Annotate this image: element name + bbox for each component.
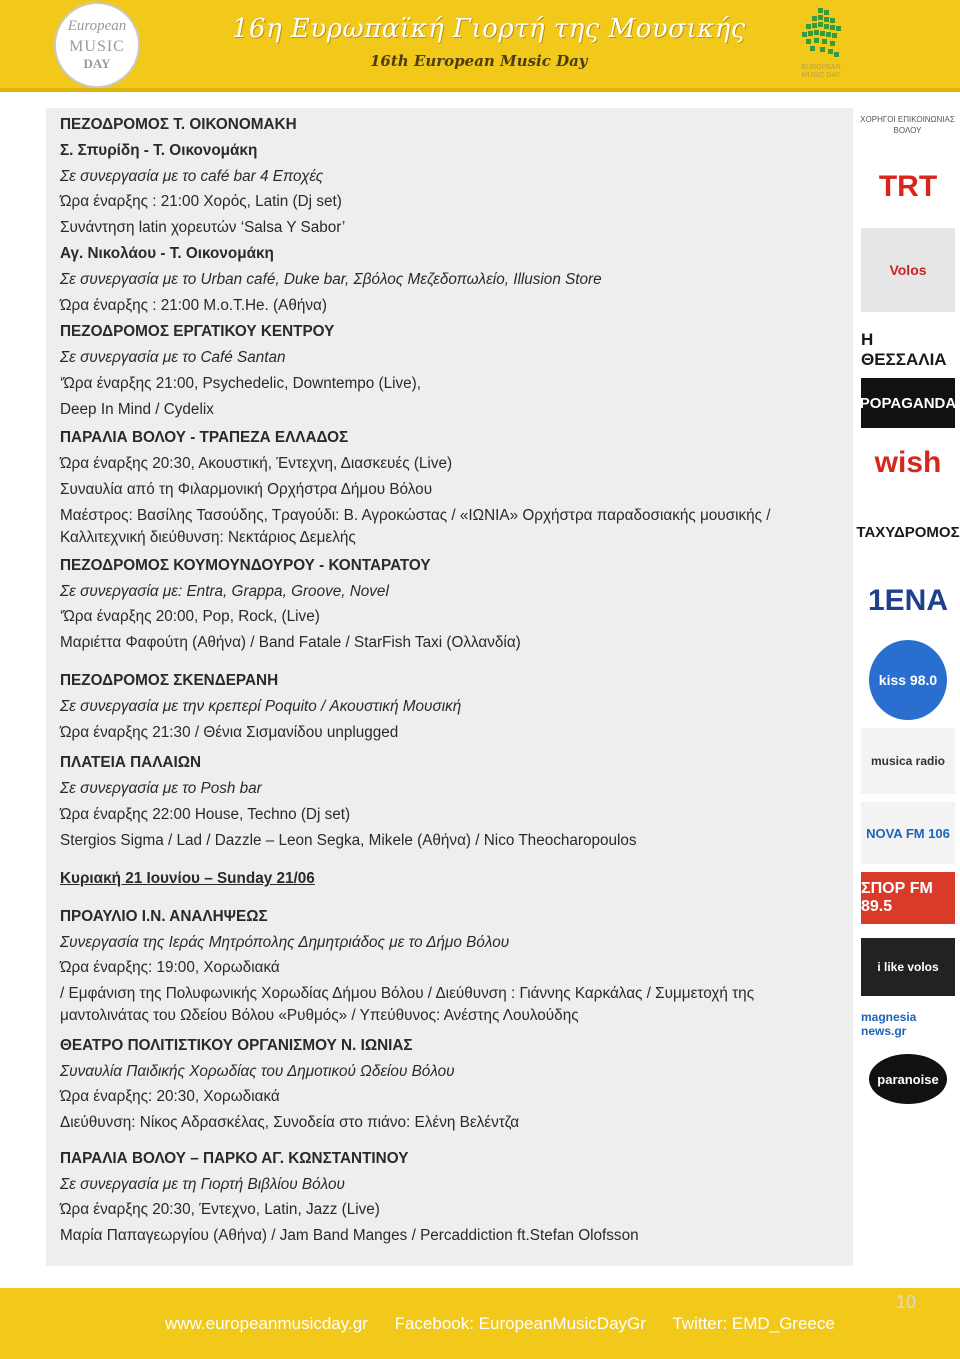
program-line: Σε συνεργασία με τη Γιορτή Βιβλίου Βόλου [60, 1176, 345, 1193]
section-heading: ΠΕΖΟΔΡΟΜΟΣ ΚΟΥΜΟΥΝΔΟΥΡΟΥ - ΚΟΝΤΑΡΑΤΟΥ [60, 557, 431, 574]
program-line: Σε συνεργασία με το Urban café, Duke bar, Σβόλος Μεζεδοπωλείο, Illusion Store [60, 271, 602, 288]
program-line: Καλλιτεχνική διεύθυνση: Νεκτάριος Δεμελής [60, 529, 356, 546]
logo-line-2: MUSIC [69, 38, 125, 55]
program-line: Μαέστρος: Βασίλης Τασούδης, Τραγούδι: Β. Αγροκώστας / «ΙΩΝΙΑ» Ορχήστρα παραδοσιακής μουσικής / [60, 507, 771, 524]
program-line: Μαριέττα Φαφούτη (Αθήνα) / Band Fatale / StarFish Taxi (Ολλανδία) [60, 634, 521, 651]
sponsors-title: ΧΟΡΗΓΟΙ ΕΠΙΚΟΙΝΩΝΙΑΣ ΒΟΛΟΥ [860, 115, 955, 135]
logo-line-3: DAY [83, 56, 111, 71]
program-line: Ώρα έναρξης: 20:30, Χορωδιακά [60, 1088, 280, 1105]
header-title: 16η Ευρωπαϊκή Γιορτή της Μουσικής [232, 14, 746, 44]
section-heading: Κυριακή 21 Ιουνίου – Sunday 21/06 [60, 870, 315, 887]
logo-line-1: European [67, 18, 127, 34]
program-line: Σε συνεργασία με: Entra, Grappa, Groove, Novel [60, 583, 389, 600]
section-heading: ΠΑΡΑΛΙΑ ΒΟΛΟΥ - ΤΡΑΠΕΖΑ ΕΛΛΑΔΟΣ [60, 429, 349, 446]
program-line: / Εμφάνιση της Πολυφωνικής Χορωδίας Δήμου Βόλου / Διεύθυνση : Γιάννης Καρκάλας / Συμμετοχή της [60, 985, 755, 1002]
program-line: Συναυλία Παιδικής Χορωδίας του Δημοτικού Ωδείου Βόλου [60, 1063, 455, 1080]
sponsor-logo: magnesia news.gr [861, 1004, 955, 1044]
twitter-link[interactable]: Twitter: EMD_Greece [672, 1314, 835, 1333]
sponsor-logo: paranoise [869, 1054, 947, 1104]
program-line: Σε συνεργασία με το Posh bar [60, 780, 262, 797]
header-subtitle: 16th European Music Day [370, 52, 588, 70]
program-line: ‘Ώρα έναρξης 20:00, Pop, Rock, (Live) [60, 608, 320, 625]
sponsor-logo: ΤΑΧΥΔΡΟΜΟΣ [861, 502, 955, 562]
sponsor-logo: kiss 98.0 [869, 640, 947, 720]
program-line: Stergios Sigma / Lad / Dazzle – Leon Segka, Mikele (Αθήνα) / Nico Theocharopoulos [60, 832, 637, 849]
sponsor-logo: NOVA FM 106 [861, 802, 955, 864]
program-line: Σε συνεργασία με το café bar 4 Εποχές [60, 168, 324, 185]
europe-map-logo [796, 6, 846, 84]
program-line: Μαρία Παπαγεωργίου (Αθήνα) / Jam Band Manges / Percaddiction ft.Stefan Olofsson [60, 1227, 639, 1244]
section-heading: ΘΕΑΤΡΟ ΠΟΛΙΤΙΣΤΙΚΟΥ ΟΡΓΑΝΙΣΜΟΥ Ν. ΙΩΝΙΑΣ [60, 1037, 413, 1054]
sponsor-logo: musica radio [861, 728, 955, 794]
section-heading: ΠΕΖΟΔΡΟΜΟΣ Τ. ΟΙΚΟΝΟΜΑΚΗ [60, 116, 297, 133]
sponsor-logo: POPAGANDA [861, 378, 955, 428]
program-line: Ώρα έναρξης : 21:00 Χορός, Latin (Dj set) [60, 193, 342, 210]
sponsor-logo: 1ENA [861, 570, 955, 632]
program-line: Σε συνεργασία με την κρεπερί Poquito / Ακουστική Μουσική [60, 698, 462, 715]
program-line: Συνάντηση latin χορευτών ‘Salsa Y Sabor’ [60, 219, 346, 236]
program-line: Ώρα έναρξης : 21:00 M.o.T.He. (Αθήνα) [60, 297, 327, 314]
sponsor-logo: i like volos [861, 938, 955, 996]
section-heading: ΠΑΡΑΛΙΑ ΒΟΛΟΥ – ΠΑΡΚΟ ΑΓ. ΚΩΝΣΤΑΝΤΙΝΟΥ [60, 1150, 409, 1167]
european-music-day-logo [54, 2, 140, 88]
header-banner [0, 0, 960, 92]
section-heading: ΠΕΖΟΔΡΟΜΟΣ ΕΡΓΑΤΙΚΟΥ ΚΕΝΤΡΟΥ [60, 323, 335, 340]
page-number: 10 [896, 1292, 917, 1312]
section-heading: ΠΡΟΑΥΛΙΟ Ι.Ν. ΑΝΑΛΗΨΕΩΣ [60, 908, 268, 925]
program-line: Ώρα έναρξης 22:00 House, Techno (Dj set) [60, 806, 351, 823]
footer-links [165, 1314, 857, 1334]
website-link[interactable]: www.europeanmusicday.gr [165, 1314, 368, 1333]
sponsor-logo: ΣΠΟΡ FM 89.5 [861, 872, 955, 924]
program-line: Ώρα έναρξης 21:30 / Θένια Σισμανίδου unplugged [60, 724, 399, 741]
program-line: μαντολινάτας του Ωδείου Βόλου «Ρυθμός» / Υπεύθυνος: Ανέστης Λουλούδης [60, 1007, 579, 1024]
europe-map-icon [796, 6, 846, 64]
section-heading: Σ. Σπυρίδη - Τ. Οικονομάκη [60, 142, 258, 159]
section-heading: ΠΛΑΤΕΙΑ ΠΑΛΑΙΩΝ [60, 754, 202, 771]
section-heading: Αγ. Νικολάου - Τ. Οικονομάκη [60, 245, 274, 262]
sponsor-logo: Volos [861, 228, 955, 312]
program-line: Συναυλία από τη Φιλαρμονική Ορχήστρα Δήμου Βόλου [60, 481, 433, 498]
program-line: Ώρα έναρξης 20:30, Ακουστική, Έντεχνη, Διασκευές (Live) [60, 455, 453, 472]
footer-banner [0, 1288, 960, 1359]
header-shadow [0, 88, 960, 92]
sponsor-logo: TRT [861, 154, 955, 220]
program-line: Συνεργασία της Ιεράς Μητρόπολης Δημητριάδος με το Δήμο Βόλου [60, 934, 510, 951]
europe-logo-text: EUROPEAN MUSIC DAY [801, 64, 841, 79]
program-line: Deep In Mind / Cydelix [60, 401, 214, 418]
section-heading: ΠΕΖΟΔΡΟΜΟΣ ΣΚΕΝΔΕΡΑΝΗ [60, 672, 279, 689]
sponsor-logo: Η ΘΕΣΣΑΛΙΑ [861, 332, 955, 368]
facebook-link[interactable]: Facebook: EuropeanMusicDayGr [394, 1314, 646, 1333]
sponsors-sidebar [855, 108, 960, 1108]
program-line: Ώρα έναρξης: 19:00, Χορωδιακά [60, 959, 280, 976]
program-line: Ώρα έναρξης 20:30, Έντεχνο, Latin, Jazz (Live) [60, 1201, 380, 1218]
sponsor-logo: wish [861, 438, 955, 488]
program-line: Σε συνεργασία με το Café Santan [60, 349, 286, 366]
program-line: ‘Ώρα έναρξης 21:00, Psychedelic, Downtempo (Live), [60, 375, 421, 392]
program-line: Διεύθυνση: Νίκος Αδρασκέλας, Συνοδεία στο πιάνο: Ελένη Βελέντζα [60, 1114, 520, 1131]
